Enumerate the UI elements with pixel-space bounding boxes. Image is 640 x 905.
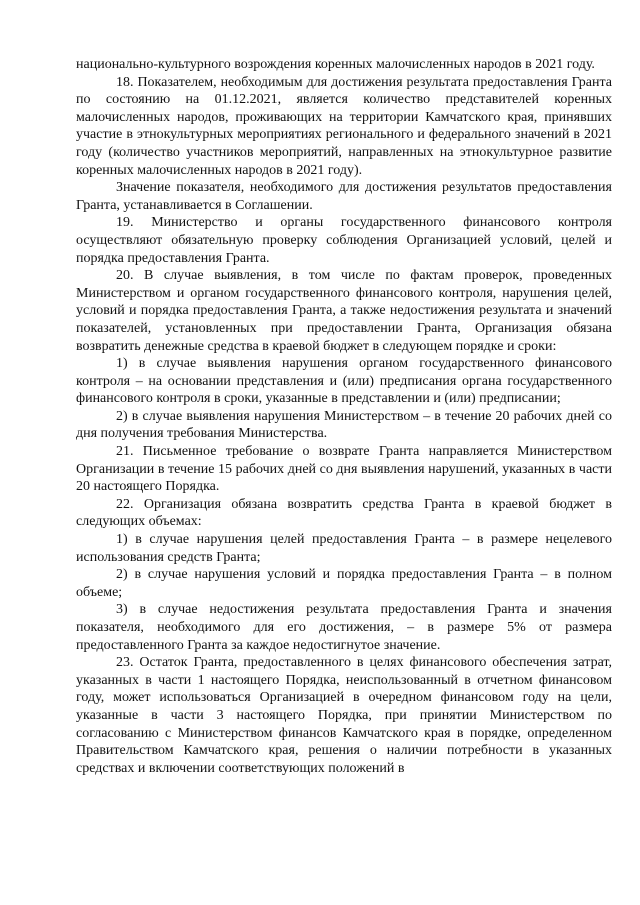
paragraph-22: 22. Организация обязана возвратить средства Гранта в краевой бюджет в следующих объемах: <box>76 496 612 530</box>
paragraph-22-item-1: 1) в случае нарушения целей предоставления Гранта – в размере нецелевого использования средств Гранта; <box>76 532 612 565</box>
paragraph-21: 21. Письменное требование о возврате Гранта направляется Министерством Организации в течение 15 рабочих дней со дня выявления нарушений, указанных в части 20 настоящего Порядка. <box>76 444 612 495</box>
document-page <box>76 56 612 777</box>
paragraph-indicator-value: Значение показателя, необходимого для достижения результатов предоставления Гранта, устанавливается в Соглашении. <box>76 180 612 213</box>
paragraph-23: 23. Остаток Гранта, предоставленного в целях финансового обеспечения затрат, указанных в части 1 настоящего Порядка, неиспользованный в отчетном финансовом году, может использоваться Организацией в очередном финансовом году на цели, указанные в части 3 настоящего Порядка, при принятии Министерством по согласованию с Министерством финансов Камчатского края в порядке, определенном Правительством Камчатского края, решения о наличии потребности в указанных средствах и включении соответствующих положений в <box>76 655 612 776</box>
paragraph-continuation: национально-культурного возрождения коренных малочисленных народов в 2021 году. <box>76 57 595 72</box>
paragraph-20-item-1: 1) в случае выявления нарушения органом государственного финансового контроля – на основании представления и (или) предписания органа государственного финансового контроля в сроки, указанные в представлении и (или) предписании; <box>76 356 612 407</box>
paragraph-19: 19. Министерство и органы государственного финансового контроля осуществляют обязательную проверку соблюдения Организацией условий, целей и порядка предоставления Гранта. <box>76 215 612 266</box>
paragraph-20-item-2: 2) в случае выявления нарушения Министерством – в течение 20 рабочих дней со дня получения требования Министерства. <box>76 408 612 442</box>
paragraph-22-item-3: 3) в случае недостижения результата предоставления Гранта и значения показателя, необходимого для его достижения, – в размере 5% от размера предоставленного Гранта за каждое недостигнутое значение. <box>76 602 612 653</box>
paragraph-20: 20. В случае выявления, в том числе по фактам проверок, проведенных Министерством и органом государственного финансового контроля, нарушения целей, условий и порядка предоставления Гранта, а также недостижения результата и значений показателей, установленных при предоставлении Гранта, Организация обязана возвратить денежные средства в краевой бюджет в следующем порядке и сроки: <box>76 268 612 354</box>
paragraph-22-item-2: 2) в случае нарушения условий и порядка предоставления Гранта – в полном объеме; <box>76 567 612 600</box>
paragraph-18: 18. Показателем, необходимым для достижения результата предоставления Гранта по состоянию на 01.12.2021, является количество представителей коренных малочисленных народов, проживающих на территории Камчатского края, принявших участие в этнокультурных мероприятиях регионального и федерального значений в 2021 году (количество участников мероприятий, направленных на этнокультурное развитие коренных малочисленных народов в 2021 году). <box>76 74 612 178</box>
